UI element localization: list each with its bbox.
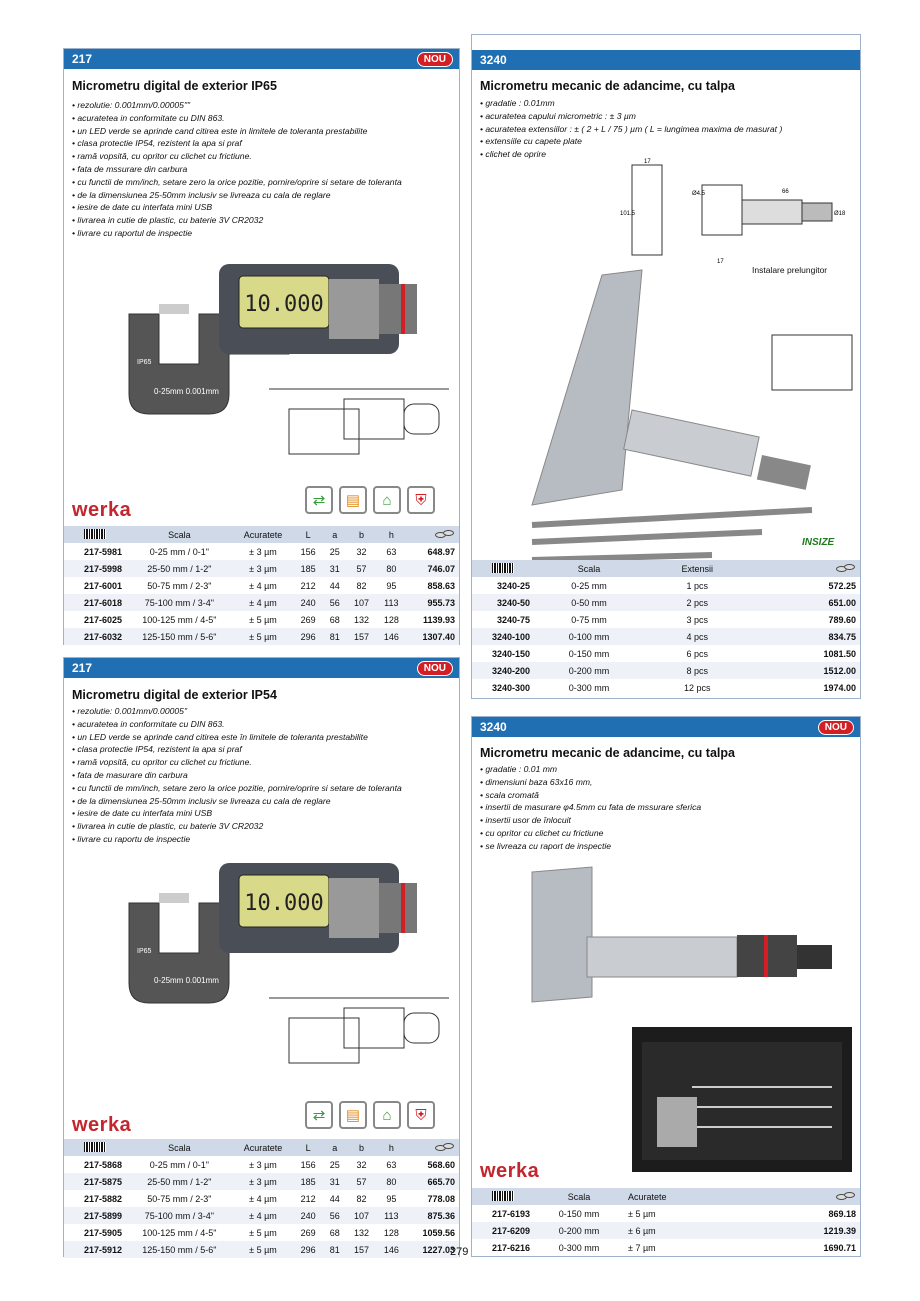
feature-item: • rezolutie: 0.001mm/0.00005"" bbox=[72, 99, 402, 112]
table-cell: ± 3 µm bbox=[233, 560, 293, 577]
install-label: Instalare prelungitor bbox=[752, 265, 828, 275]
table-cell: 100-125 mm / 4-5" bbox=[142, 1227, 217, 1238]
table-cell: 6 pcs bbox=[686, 648, 709, 659]
feature-item: • clasa protectie IP54, rezistent la apa si praf bbox=[72, 743, 402, 756]
table-cell: 3 pcs bbox=[686, 614, 709, 625]
feature-icons bbox=[305, 1101, 435, 1129]
table-cell: 1 pcs bbox=[686, 580, 709, 591]
price-icon bbox=[836, 1191, 856, 1201]
table-cell: 0-200 mm bbox=[534, 662, 644, 679]
price: 648.97 bbox=[427, 546, 455, 557]
table-cell: 75-100 mm / 3-4" bbox=[126, 1207, 233, 1224]
product-code: 217 bbox=[72, 661, 93, 675]
table-cell: 128 bbox=[383, 1227, 399, 1238]
table-cell: 32 bbox=[356, 1159, 367, 1170]
lcd-reading: 10.000 bbox=[244, 891, 324, 916]
mm-inch-icon: ⇄ bbox=[305, 486, 333, 514]
dimension-drawing bbox=[269, 993, 454, 1088]
table-row bbox=[472, 679, 860, 696]
feature-item: • cu opritor cu clichet cu frictiune bbox=[480, 827, 701, 840]
page-number: 279 bbox=[450, 1246, 469, 1258]
werka-logo: werka bbox=[72, 499, 132, 521]
table-cell: ± 5 µm bbox=[249, 1227, 277, 1238]
price: 778.08 bbox=[427, 1193, 455, 1204]
feature-item: • gradatie : 0.01mm bbox=[480, 97, 782, 110]
col-extensii: Extensii bbox=[644, 560, 751, 577]
table-cell: ± 3 µm bbox=[249, 1159, 277, 1170]
table-cell: 269 bbox=[300, 614, 316, 625]
table-row bbox=[472, 611, 860, 628]
table-cell: 156 bbox=[300, 1159, 316, 1170]
table-cell: ± 4 µm bbox=[233, 1207, 293, 1224]
table-cell: 240 bbox=[293, 1207, 323, 1224]
feature-item: • un LED verde se aprinde cand citirea este in limitele de toleranta prestabilite bbox=[72, 125, 402, 138]
feature-item: • insertii de masurare φ4.5mm cu fata de mssurare sferica bbox=[480, 801, 701, 814]
table-cell: ± 6 µm bbox=[624, 1222, 750, 1239]
dim-length: 66 bbox=[782, 189, 789, 195]
feature-item: • acuratetea in conformitate cu DIN 863. bbox=[72, 112, 402, 125]
article-code: 3240-200 bbox=[472, 662, 534, 679]
ip-label: IP65 bbox=[137, 359, 152, 366]
table-cell: 269 bbox=[300, 1227, 316, 1238]
new-badge: NOU bbox=[417, 52, 453, 67]
table-cell: 56 bbox=[323, 594, 346, 611]
table-cell: 44 bbox=[329, 580, 340, 591]
table-cell: 75-100 mm / 3-4" bbox=[126, 594, 233, 611]
product-title: Micrometru mecanic de adancime, cu talpa bbox=[480, 79, 735, 93]
col-scala: Scala bbox=[126, 1139, 233, 1156]
price: 665.70 bbox=[406, 1173, 459, 1190]
article-code: 217-5905 bbox=[83, 1227, 122, 1238]
panel-header bbox=[64, 49, 459, 69]
feature-item: • cu functii de mm/inch, setare zero la orice pozitie, pornire/oprire si setare de toleranta bbox=[72, 176, 402, 189]
article-code: 217-6032 bbox=[64, 628, 126, 645]
dim-dia: Ø4.5 bbox=[692, 191, 706, 197]
feature-list bbox=[72, 99, 402, 240]
data-output-icon: ▤ bbox=[339, 1101, 367, 1129]
table-cell: 12 pcs bbox=[684, 682, 711, 693]
table-row bbox=[64, 577, 459, 594]
col-scala: Scala bbox=[534, 560, 644, 577]
price: 869.18 bbox=[828, 1208, 856, 1219]
product-panel-3240-werka bbox=[471, 716, 861, 1257]
table-cell: 8 pcs bbox=[644, 662, 751, 679]
table-cell: 63 bbox=[386, 546, 397, 557]
col-a: a bbox=[323, 526, 346, 543]
table-row bbox=[64, 1190, 459, 1207]
table-cell: ± 5 µm bbox=[628, 1208, 656, 1219]
col-h: h bbox=[376, 526, 406, 543]
ip-protection-icon: ⌂ bbox=[373, 1101, 401, 1129]
shield-icon: ⛨ bbox=[407, 1101, 435, 1129]
feature-item: • acuratetea extensiilor : ± ( 2 + L / 75 ) µm ( L = lungimea maxima de masurat ) bbox=[480, 123, 782, 136]
feature-item: • fata de masurare din carbura bbox=[72, 769, 402, 782]
table-cell: 156 bbox=[300, 546, 316, 557]
feature-item: • ramă vopsită, cu opritor cu clichet cu frictiune. bbox=[72, 756, 402, 769]
feature-item: • clichet de oprire bbox=[480, 148, 782, 161]
article-code: 217-5981 bbox=[83, 546, 122, 557]
barcode-icon bbox=[84, 1142, 106, 1152]
table-cell: 82 bbox=[356, 1193, 367, 1204]
dimension-drawing bbox=[269, 384, 454, 479]
table-cell: 25 bbox=[329, 546, 340, 557]
price: 1059.56 bbox=[422, 1227, 455, 1238]
col-acuratete: Acuratete bbox=[233, 1139, 293, 1156]
feature-item: • se livreaza cu raport de inspectie bbox=[480, 840, 701, 853]
feature-item: • de la dimensiunea 25-50mm inclusiv se livreaza cu cala de reglare bbox=[72, 189, 402, 202]
table-cell: 50-75 mm / 2-3" bbox=[147, 580, 212, 591]
table-cell: 63 bbox=[386, 1159, 397, 1170]
col-L: L bbox=[293, 1139, 323, 1156]
table-cell: 4 pcs bbox=[644, 628, 751, 645]
table-cell: 2 pcs bbox=[644, 594, 751, 611]
table-cell: 125-150 mm / 5-6" bbox=[126, 1241, 233, 1258]
feature-item: • insertii usor de înlocuit bbox=[480, 814, 701, 827]
col-b: b bbox=[347, 526, 377, 543]
price-table bbox=[472, 1188, 860, 1256]
table-cell: ± 3 µm bbox=[249, 546, 277, 557]
article-code: 217-5912 bbox=[64, 1241, 126, 1258]
table-row bbox=[472, 1205, 860, 1222]
table-cell: ± 3 µm bbox=[233, 1173, 293, 1190]
price: 1307.40 bbox=[406, 628, 459, 645]
table-cell: 68 bbox=[329, 614, 340, 625]
feature-list bbox=[72, 705, 402, 846]
price: 955.73 bbox=[406, 594, 459, 611]
werka-logo: werka bbox=[72, 1114, 132, 1136]
price: 651.00 bbox=[751, 594, 860, 611]
table-cell: 146 bbox=[376, 1241, 406, 1258]
table-cell: 146 bbox=[376, 628, 406, 645]
price: 789.60 bbox=[828, 614, 856, 625]
table-cell: 81 bbox=[323, 628, 346, 645]
feature-item: • livrare cu raportu de inspectie bbox=[72, 833, 402, 846]
table-cell: 44 bbox=[329, 1193, 340, 1204]
depth-micrometer-image bbox=[512, 270, 852, 580]
panel-header bbox=[472, 50, 860, 70]
lcd-reading: 10.000 bbox=[244, 292, 324, 317]
price: 746.07 bbox=[406, 560, 459, 577]
feature-item: • livrarea in cutie de plastic, cu baterie 3V CR2032 bbox=[72, 820, 402, 833]
article-code: 3240-100 bbox=[472, 628, 534, 645]
table-cell: ± 5 µm bbox=[233, 628, 293, 645]
insize-logo: INSIZE bbox=[802, 537, 835, 548]
table-cell: 107 bbox=[347, 594, 377, 611]
table-cell: ± 5 µm bbox=[249, 614, 277, 625]
table-cell: 95 bbox=[386, 580, 397, 591]
feature-item: • dimensiuni baza 63x16 mm, bbox=[480, 776, 701, 789]
table-row bbox=[472, 577, 860, 594]
new-badge: NOU bbox=[818, 720, 854, 735]
article-code: 217-5868 bbox=[83, 1159, 122, 1170]
table-row bbox=[64, 628, 459, 645]
feature-list bbox=[480, 763, 701, 853]
table-row bbox=[472, 628, 860, 645]
col-h: h bbox=[376, 1139, 406, 1156]
price: 1219.39 bbox=[750, 1222, 860, 1239]
col-scala: Scala bbox=[126, 526, 233, 543]
dim-bottom: 17 bbox=[717, 259, 724, 265]
price: 858.63 bbox=[427, 580, 455, 591]
table-cell: 25-50 mm / 1-2" bbox=[126, 560, 233, 577]
table-cell: 0-300 mm bbox=[558, 1242, 600, 1253]
table-cell: 212 bbox=[300, 580, 316, 591]
feature-item: • un LED verde se aprinde cand citirea este în limitele de toleranta prestabilite bbox=[72, 731, 402, 744]
table-cell: 82 bbox=[356, 580, 367, 591]
table-cell: 0-200 mm bbox=[534, 1222, 624, 1239]
panel-header bbox=[472, 717, 860, 737]
feature-item: • gradatie : 0.01 mm bbox=[480, 763, 701, 776]
col-b: b bbox=[347, 1139, 377, 1156]
feature-item: • cu functii de mm/inch, setare zero la orice pozitie, pornire/oprire si setare de toleranta bbox=[72, 782, 402, 795]
table-cell: 95 bbox=[386, 1193, 397, 1204]
feature-item: • iesire de date cu interfata mini USB bbox=[72, 201, 402, 214]
table-cell: 0-25 mm / 0-1" bbox=[149, 546, 209, 557]
barcode-icon bbox=[84, 529, 106, 539]
table-cell: 0-150 mm bbox=[558, 1208, 600, 1219]
ip-label: IP65 bbox=[137, 948, 152, 955]
price-icon bbox=[435, 529, 455, 539]
article-code: 3240-75 bbox=[496, 614, 530, 625]
technical-drawing bbox=[620, 155, 846, 265]
table-cell: 81 bbox=[323, 1241, 346, 1258]
price: 834.75 bbox=[751, 628, 860, 645]
product-code: 3240 bbox=[480, 53, 507, 67]
article-code: 3240-300 bbox=[491, 682, 530, 693]
feature-item: • iesire de date cu interfata mini USB bbox=[72, 807, 402, 820]
table-cell: 240 bbox=[293, 594, 323, 611]
price: 568.60 bbox=[427, 1159, 455, 1170]
dim-dia-thimble: Ø18 bbox=[834, 211, 846, 217]
table-row bbox=[472, 1222, 860, 1239]
price-table bbox=[64, 1139, 459, 1258]
table-row bbox=[472, 662, 860, 679]
table-cell: 80 bbox=[376, 1173, 406, 1190]
table-row bbox=[64, 1156, 459, 1173]
table-cell: 0-25 mm bbox=[571, 580, 607, 591]
price: 1227.03 bbox=[406, 1241, 459, 1258]
table-cell: 113 bbox=[376, 594, 406, 611]
price: 1139.93 bbox=[422, 614, 455, 625]
feature-item: • acuratetea capului micrometric : ± 3 µm bbox=[480, 110, 782, 123]
article-code: 217-5998 bbox=[64, 560, 126, 577]
frame-print: 0-25mm 0.001mm bbox=[154, 976, 219, 985]
product-title: Micrometru mecanic de adancime, cu talpa bbox=[480, 746, 735, 760]
price-icon bbox=[836, 563, 856, 573]
table-cell: 56 bbox=[323, 1207, 346, 1224]
article-code: 217-6209 bbox=[472, 1222, 534, 1239]
table-cell: 25-50 mm / 1-2" bbox=[126, 1173, 233, 1190]
table-cell: 157 bbox=[347, 1241, 377, 1258]
article-code: 3240-25 bbox=[496, 580, 530, 591]
table-row bbox=[64, 611, 459, 628]
depth-micrometer-image bbox=[532, 867, 852, 1007]
table-cell: 100-125 mm / 4-5" bbox=[142, 614, 217, 625]
price-table bbox=[64, 526, 459, 645]
frame-print: 0-25mm 0.001mm bbox=[154, 387, 219, 396]
table-row bbox=[64, 1224, 459, 1241]
barcode-icon bbox=[492, 563, 514, 573]
mm-inch-icon: ⇄ bbox=[305, 1101, 333, 1129]
table-cell: 113 bbox=[376, 1207, 406, 1224]
feature-item: • extensiile cu capete plate bbox=[480, 135, 782, 148]
shield-icon: ⛨ bbox=[407, 486, 435, 514]
price: 572.25 bbox=[828, 580, 856, 591]
feature-icons bbox=[305, 486, 435, 514]
article-code: 217-5882 bbox=[83, 1193, 122, 1204]
table-cell: ± 4 µm bbox=[233, 594, 293, 611]
table-cell: 57 bbox=[347, 560, 377, 577]
table-row bbox=[472, 594, 860, 611]
product-code: 217 bbox=[72, 52, 93, 66]
table-cell: 80 bbox=[376, 560, 406, 577]
product-title: Micrometru digital de exterior IP65 bbox=[72, 79, 277, 93]
table-cell: 107 bbox=[347, 1207, 377, 1224]
col-a: a bbox=[323, 1139, 346, 1156]
table-cell: ± 4 µm bbox=[249, 580, 277, 591]
table-cell: 0-75 mm bbox=[571, 614, 607, 625]
article-code: 217-6001 bbox=[83, 580, 122, 591]
feature-item: • de la dimensiunea 25-50mm inclusiv se livreaza cu cala de reglare bbox=[72, 795, 402, 808]
werka-logo: werka bbox=[480, 1160, 540, 1182]
table-cell: 57 bbox=[347, 1173, 377, 1190]
product-panel-217-ip65 bbox=[63, 48, 460, 645]
panel-header bbox=[64, 658, 459, 678]
table-row bbox=[472, 1239, 860, 1256]
ip-protection-icon: ⌂ bbox=[373, 486, 401, 514]
article-code: 3240-50 bbox=[472, 594, 534, 611]
table-cell: 296 bbox=[293, 628, 323, 645]
data-output-icon: ▤ bbox=[339, 486, 367, 514]
feature-item: • fata de mssurare din carbura bbox=[72, 163, 402, 176]
table-cell: 31 bbox=[323, 560, 346, 577]
table-cell: 185 bbox=[293, 1173, 323, 1190]
table-cell: 32 bbox=[356, 546, 367, 557]
article-code: 3240-150 bbox=[491, 648, 530, 659]
product-title: Micrometru digital de exterior IP54 bbox=[72, 688, 277, 702]
feature-item: • acuratetea in conformitate cu DIN 863. bbox=[72, 718, 402, 731]
table-cell: 132 bbox=[353, 614, 369, 625]
case-image bbox=[632, 1027, 857, 1177]
dim-top: 17 bbox=[644, 159, 651, 165]
article-code: 217-6216 bbox=[491, 1242, 530, 1253]
product-code: 3240 bbox=[480, 720, 507, 734]
table-cell: 132 bbox=[353, 1227, 369, 1238]
table-row bbox=[472, 645, 860, 662]
feature-list bbox=[480, 97, 782, 161]
feature-item: • rezolutie: 0.001mm/0.00005" bbox=[72, 705, 402, 718]
col-L: L bbox=[293, 526, 323, 543]
price: 1690.71 bbox=[823, 1242, 856, 1253]
col-acuratete: Acuratete bbox=[624, 1188, 750, 1205]
price-icon bbox=[435, 1142, 455, 1152]
feature-item: • clasa protectie IP54, rezistent la apa si praf bbox=[72, 137, 402, 150]
product-panel-217-ip54 bbox=[63, 657, 460, 1257]
feature-item: • livrarea in cutie de plastic, cu baterie 3V CR2032 bbox=[72, 214, 402, 227]
feature-item: • scala cromată bbox=[480, 789, 701, 802]
dim-height: 101.5 bbox=[620, 211, 636, 217]
article-code: 217-6018 bbox=[64, 594, 126, 611]
table-cell: 212 bbox=[300, 1193, 316, 1204]
table-cell: 50-75 mm / 2-3" bbox=[147, 1193, 212, 1204]
table-cell: ± 4 µm bbox=[249, 1193, 277, 1204]
feature-item: • livrare cu raportul de inspectie bbox=[72, 227, 402, 240]
col-scala: Scala bbox=[534, 1188, 624, 1205]
table-row bbox=[64, 560, 459, 577]
table-row bbox=[64, 1241, 459, 1258]
table-cell: 157 bbox=[347, 628, 377, 645]
table-row bbox=[64, 543, 459, 560]
price: 1512.00 bbox=[751, 662, 860, 679]
price: 1974.00 bbox=[823, 682, 856, 693]
price: 875.36 bbox=[406, 1207, 459, 1224]
article-code: 217-5875 bbox=[64, 1173, 126, 1190]
table-cell: 68 bbox=[329, 1227, 340, 1238]
table-cell: 0-150 mm bbox=[568, 648, 610, 659]
table-row bbox=[64, 1173, 459, 1190]
table-cell: ± 7 µm bbox=[628, 1242, 656, 1253]
table-cell: ± 5 µm bbox=[233, 1241, 293, 1258]
table-row bbox=[64, 1207, 459, 1224]
table-cell: 296 bbox=[293, 1241, 323, 1258]
table-cell: 0-50 mm bbox=[534, 594, 644, 611]
table-cell: 128 bbox=[383, 614, 399, 625]
table-cell: 0-25 mm / 0-1" bbox=[149, 1159, 209, 1170]
article-code: 217-6193 bbox=[491, 1208, 530, 1219]
table-cell: 25 bbox=[329, 1159, 340, 1170]
table-cell: 0-100 mm bbox=[534, 628, 644, 645]
table-row bbox=[64, 594, 459, 611]
price-table bbox=[472, 560, 860, 696]
feature-item: • ramă vopsită, cu opritor cu clichet cu frictiune. bbox=[72, 150, 402, 163]
article-code: 217-5899 bbox=[64, 1207, 126, 1224]
price: 1081.50 bbox=[823, 648, 856, 659]
table-cell: 125-150 mm / 5-6" bbox=[126, 628, 233, 645]
col-acuratete: Acuratete bbox=[233, 526, 293, 543]
table-cell: 0-300 mm bbox=[568, 682, 610, 693]
article-code: 217-6025 bbox=[83, 614, 122, 625]
table-cell: 31 bbox=[323, 1173, 346, 1190]
barcode-icon bbox=[492, 1191, 514, 1201]
new-badge: NOU bbox=[417, 661, 453, 676]
table-cell: 185 bbox=[293, 560, 323, 577]
product-panel-3240-insize bbox=[471, 34, 861, 699]
